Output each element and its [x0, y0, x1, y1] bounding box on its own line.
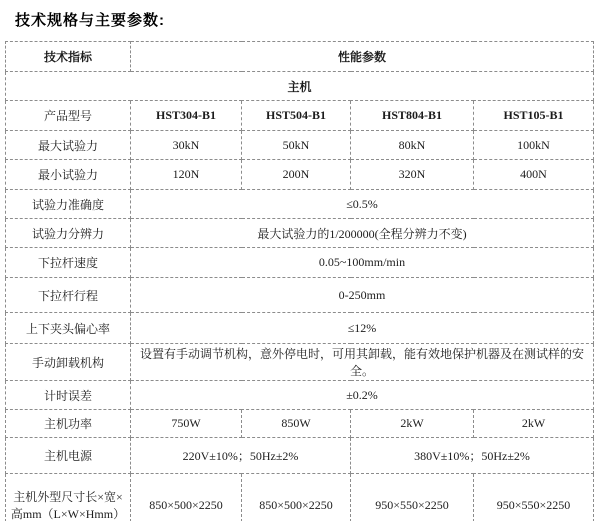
- row-label: 上下夹头偏心率: [6, 313, 131, 344]
- spec-row-pull-rod-stroke: [6, 278, 594, 313]
- row-label: 主机外型尺寸长×宽×高mm（L×W×Hmm）: [6, 474, 131, 521]
- value-cell: 2kW: [474, 410, 594, 438]
- header-tech-index: 技术指标: [6, 42, 131, 72]
- value-cell: 设置有手动调节机构，意外停电时，可用其卸载，能有效地保护机器及在测试样的安全。: [131, 344, 594, 381]
- value-cell: HST105-B1: [474, 101, 594, 131]
- spec-row-product-model: [6, 101, 594, 131]
- row-label: 试验力分辨力: [6, 219, 131, 248]
- spec-row-force-accuracy: [6, 190, 594, 219]
- row-label: 最大试验力: [6, 131, 131, 160]
- value-cell: 0-250mm: [131, 278, 594, 313]
- row-label: 试验力准确度: [6, 190, 131, 219]
- value-cell: 50kN: [242, 131, 351, 160]
- spec-row-timing-error: [6, 381, 594, 410]
- row-label: 下拉杆行程: [6, 278, 131, 313]
- row-label: 最小试验力: [6, 160, 131, 190]
- value-cell: HST304-B1: [131, 101, 242, 131]
- value-cell: 30kN: [131, 131, 242, 160]
- value-cell: 0.05~100mm/min: [131, 248, 594, 278]
- row-label: 主机电源: [6, 438, 131, 474]
- value-cell: 850×500×2250: [242, 474, 351, 521]
- value-cell: 950×550×2250: [474, 474, 594, 521]
- value-cell: 850×500×2250: [131, 474, 242, 521]
- value-cell: ≤0.5%: [131, 190, 594, 219]
- value-cell: 120N: [131, 160, 242, 190]
- spec-row-chuck-eccentricity: [6, 313, 594, 344]
- value-cell: 最大试验力的1/200000(全程分辨力不变): [131, 219, 594, 248]
- value-cell: ±0.2%: [131, 381, 594, 410]
- section-row-main-machine: [6, 72, 594, 101]
- value-cell: ≤12%: [131, 313, 594, 344]
- spec-row-manual-unload: [6, 344, 594, 381]
- spec-row-max-test-force: [6, 131, 594, 160]
- value-cell: 80kN: [351, 131, 474, 160]
- row-label: 产品型号: [6, 101, 131, 131]
- page-title: 技术规格与主要参数:: [15, 12, 165, 29]
- value-cell: 200N: [242, 160, 351, 190]
- value-cell: 100kN: [474, 131, 594, 160]
- value-cell: 750W: [131, 410, 242, 438]
- spec-table: [5, 41, 594, 521]
- header-performance-params: 性能参数: [131, 42, 594, 72]
- value-cell: 400N: [474, 160, 594, 190]
- spec-row-pull-rod-speed: [6, 248, 594, 278]
- table-header-row: [6, 42, 594, 72]
- spec-row-min-test-force: [6, 160, 594, 190]
- row-label: 下拉杆速度: [6, 248, 131, 278]
- row-label: 主机功率: [6, 410, 131, 438]
- spec-row-force-resolution: [6, 219, 594, 248]
- spec-row-power-supply: [6, 438, 594, 474]
- value-cell: 950×550×2250: [351, 474, 474, 521]
- value-cell: 220V±10%；50Hz±2%: [131, 438, 351, 474]
- value-cell: HST804-B1: [351, 101, 474, 131]
- spec-row-machine-power: [6, 410, 594, 438]
- value-cell: 2kW: [351, 410, 474, 438]
- spec-row-dimensions: [6, 474, 594, 521]
- row-label: 手动卸载机构: [6, 344, 131, 381]
- value-cell: 380V±10%；50Hz±2%: [351, 438, 594, 474]
- value-cell: 850W: [242, 410, 351, 438]
- row-label: 计时误差: [6, 381, 131, 410]
- value-cell: HST504-B1: [242, 101, 351, 131]
- value-cell: 320N: [351, 160, 474, 190]
- section-label: 主机: [6, 72, 594, 101]
